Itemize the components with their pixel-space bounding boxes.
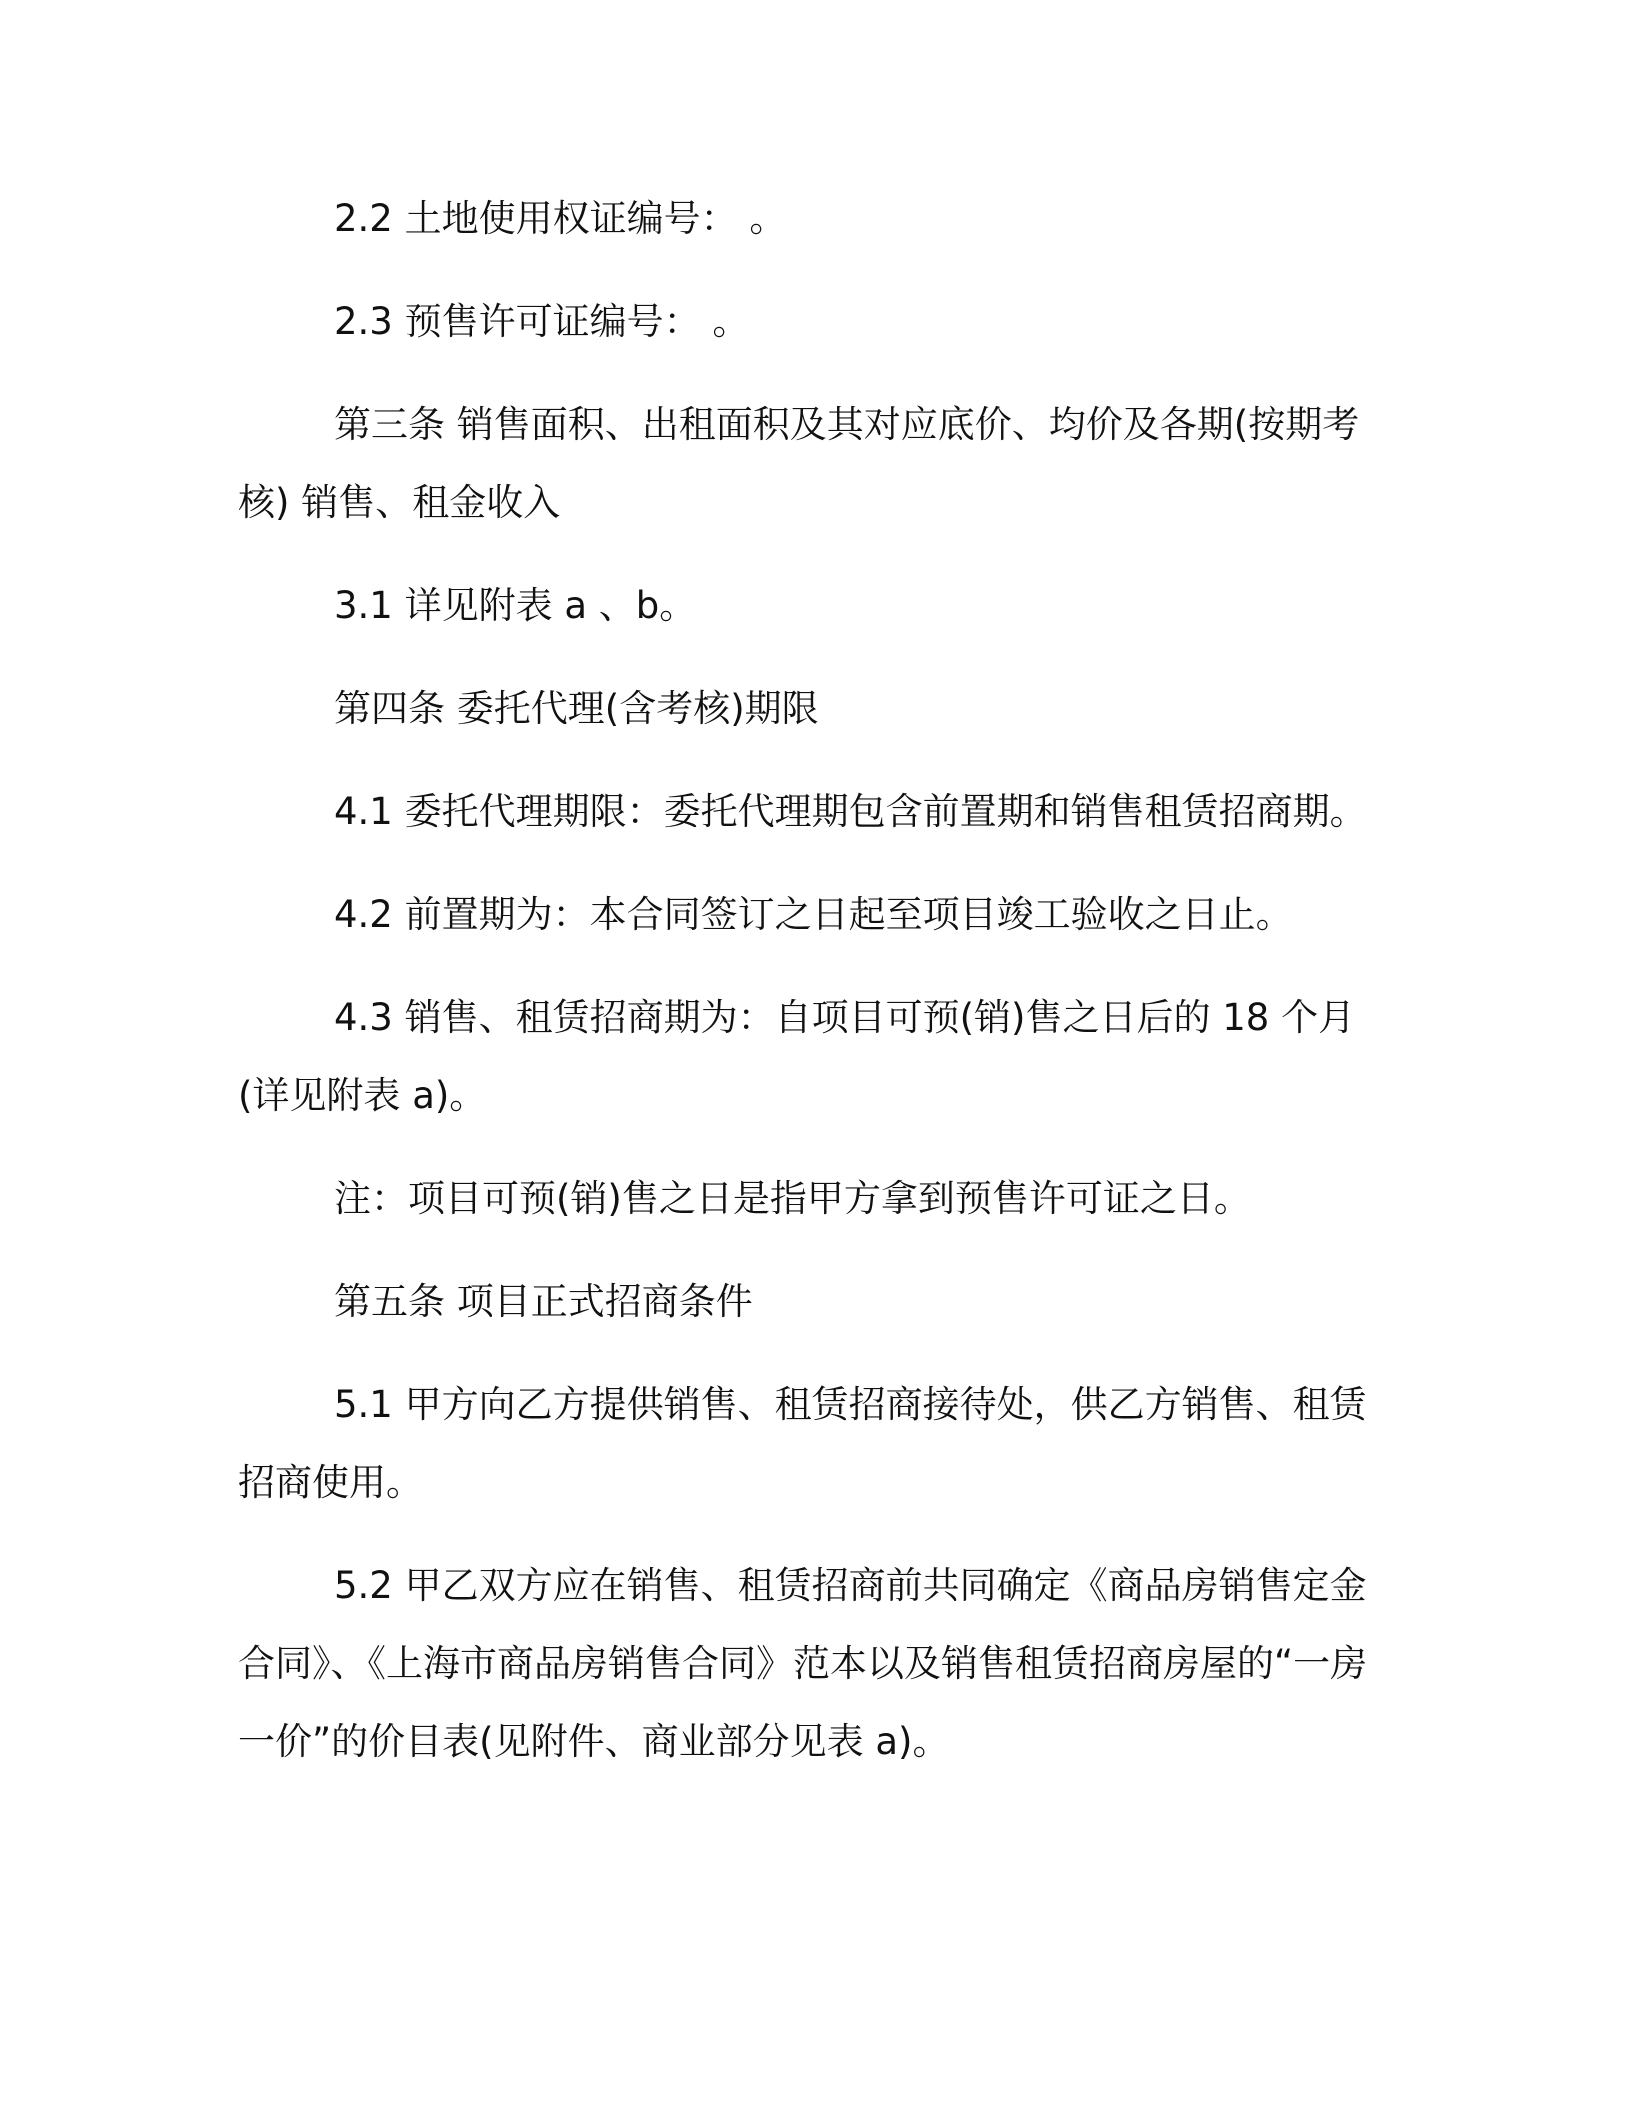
paragraph-4-3: 4.3 销售、租赁招商期为：自项目可预(销)售之日后的 18 个月(详见附表 a)。 bbox=[238, 996, 1356, 1117]
paragraph-article-4: 第四条 委托代理(含考核)期限 bbox=[334, 687, 819, 730]
paragraph-article-5: 第五条 项目正式招商条件 bbox=[334, 1280, 753, 1323]
paragraph-5-2: 5.2 甲乙双方应在销售、租赁招商前共同确定《商品房销售定金合同》、《上海市商品房销售合同》范本以及销售租赁招商房屋的“一房一价”的价目表(见附件、商业部分见表 a)。 bbox=[238, 1564, 1368, 1763]
paragraph-2-2: 2.2 土地使用权证编号： 。 bbox=[334, 197, 787, 240]
paragraph-article-3: 第三条 销售面积、出租面积及其对应底价、均价及各期(按期考核) 销售、租金收入 bbox=[238, 403, 1360, 524]
paragraph-note: 注：项目可预(销)售之日是指甲方拿到预售许可证之日。 bbox=[334, 1177, 1251, 1220]
paragraph-3-1: 3.1 详见附表 a 、b。 bbox=[334, 584, 697, 627]
paragraph-2-3: 2.3 预售许可证编号： 。 bbox=[334, 300, 750, 343]
paragraph-5-1: 5.1 甲方向乙方提供销售、租赁招商接待处，供乙方销售、租赁招商使用。 bbox=[238, 1383, 1367, 1504]
paragraph-4-1: 4.1 委托代理期限：委托代理期包含前置期和销售租赁招商期。 bbox=[334, 790, 1367, 833]
paragraph-4-2: 4.2 前置期为：本合同签订之日起至项目竣工验收之日止。 bbox=[334, 893, 1293, 936]
